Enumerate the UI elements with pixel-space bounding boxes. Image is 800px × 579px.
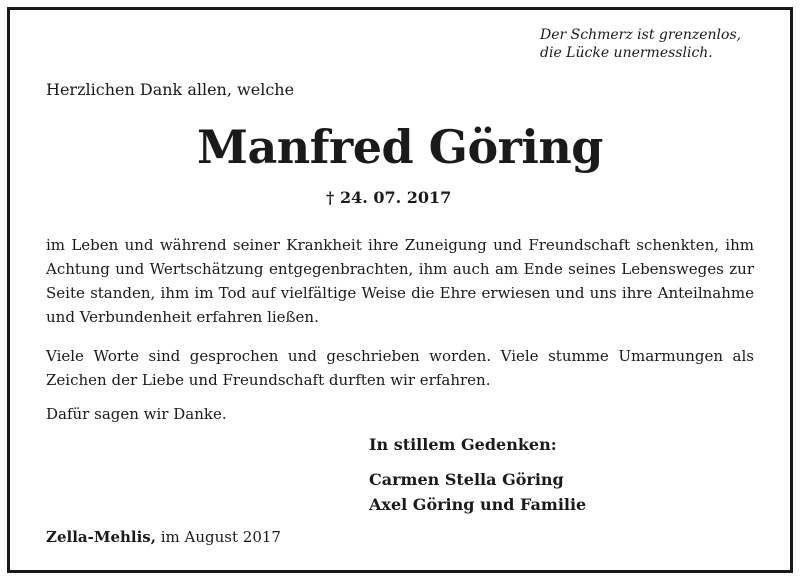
- epigraph-quote: [540, 26, 741, 62]
- embrace-paragraph: Viele Worte sind gesprochen und geschrieben worden. Viele stumme Umarmungen als Zeichen der Liebe und Freundschaft durften wir erfahren.: [46, 347, 754, 389]
- quote-line-2: die Lücke unermesslich.: [540, 45, 713, 61]
- signature-block: [369, 432, 586, 517]
- closing-heading: In stillem Gedenken:: [369, 435, 557, 454]
- quote-line-1: Der Schmerz ist grenzenlos,: [540, 27, 742, 43]
- city: Zella-Mehlis,: [46, 528, 156, 546]
- signer-2: Axel Göring und Familie: [369, 495, 587, 514]
- signer-1: Carmen Stella Göring: [369, 470, 564, 489]
- intro-text: Herzlichen Dank allen, welche: [46, 80, 295, 99]
- notice-date: im August 2017: [160, 528, 281, 546]
- thanks-paragraph: im Leben und während seiner Krankheit ihre Zuneigung und Freundschaft schenkten, ihm Achtung und Wertschätzung entgegenbrachten, ihm auch am Ende seines Lebensweges zur Seite standen, ihm im Tod auf vielfältige Weise die Ehre erwiesen und uns ihre Anteilnahme und Verbundenheit erfahren ließen.: [46, 236, 754, 326]
- place-date-line: [46, 528, 281, 546]
- deceased-name: Manfred Göring: [197, 120, 603, 174]
- death-date: † 24. 07. 2017: [326, 188, 452, 207]
- thank-you-line: Dafür sagen wir Danke.: [46, 405, 227, 423]
